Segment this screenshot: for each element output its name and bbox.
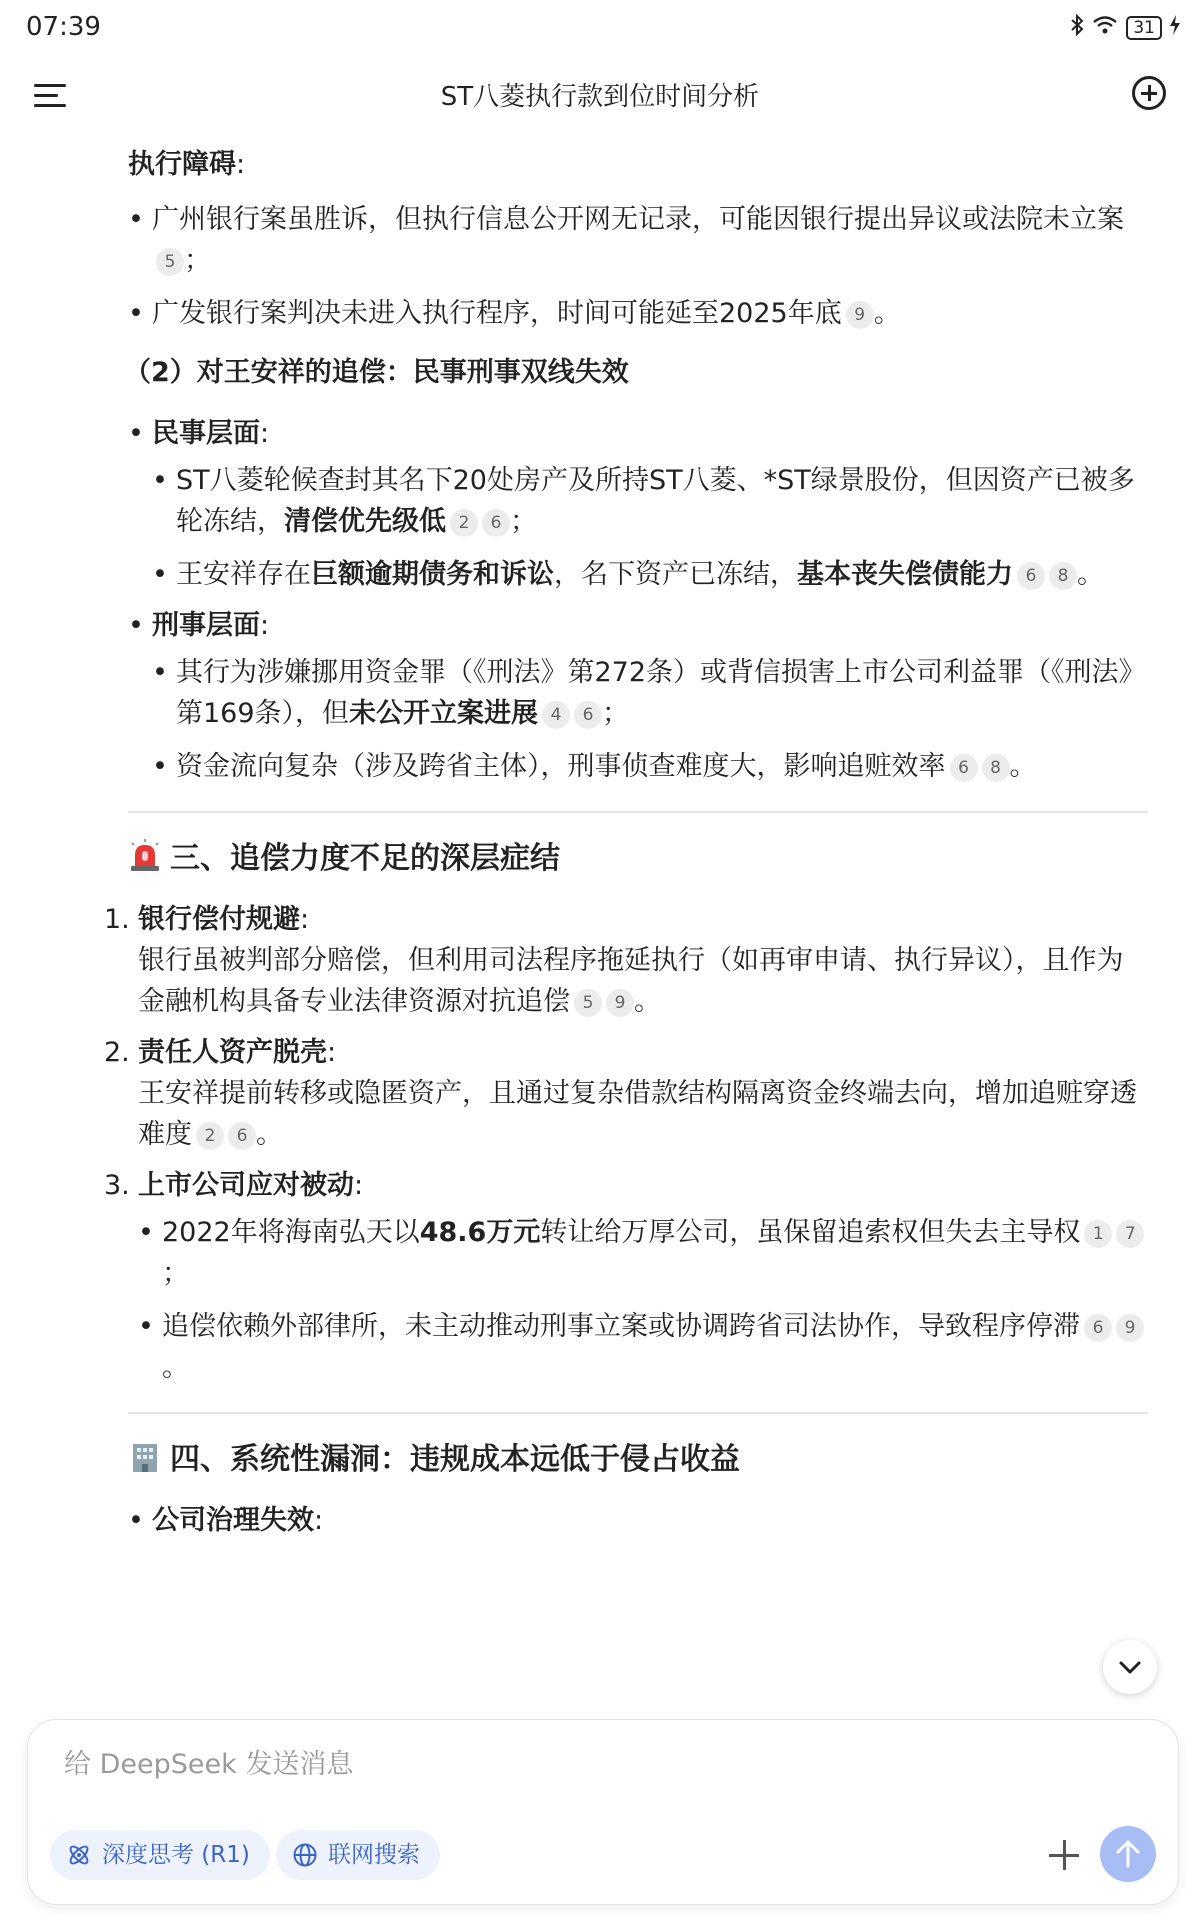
citation-badge[interactable]: 6 (228, 1122, 256, 1150)
citation-badge[interactable]: 9 (1116, 1314, 1144, 1342)
atom-icon (66, 1842, 92, 1868)
status-time: 07:39 (26, 12, 101, 42)
citation-badge[interactable]: 6 (1017, 562, 1045, 590)
list-item: 3. 上市公司应对被动: • 2022年将海南弘天以48.6万元转让给万厚公司，虽保留追索权但失去主导权 1 7； • 追偿依赖外部律所，未主动推动刑事立案或协调跨省司法协作，导致程序停滞 6 9。 (104, 1165, 1148, 1388)
list-item: 2. 责任人资产脱壳: 王安祥提前转移或隐匿资产，且通过复杂借款结构隔离资金终端去向，增加追赃穿透难度 2 6 。 (104, 1037, 1137, 1150)
new-chat-icon[interactable] (1132, 76, 1166, 110)
list-item: • 广州银行案虽胜诉，但执行信息公开网无记录，可能因银行提出异议或法院未立案5 ； (128, 199, 1148, 281)
web-search-button[interactable] (276, 1830, 440, 1880)
message-composer (28, 1720, 1178, 1904)
message-content (104, 134, 1148, 1541)
citation-badge[interactable]: 2 (450, 509, 478, 537)
civil-criminal-list (128, 413, 1148, 787)
charging-icon (1170, 15, 1180, 41)
globe-icon (292, 1842, 318, 1868)
divider (128, 811, 1148, 813)
citation-badge[interactable]: 1 (1084, 1220, 1112, 1248)
list-item: • 刑事层面: (128, 605, 1148, 646)
citation-badge[interactable]: 8 (982, 754, 1010, 782)
list-item: • 民事层面: (128, 413, 1148, 454)
section-title: 三、追偿力度不足的深层症结 (128, 837, 1148, 881)
list-item: • 公司治理失效: (128, 1500, 1148, 1541)
sub-section-title: （2）对王安祥的追偿：民事刑事双线失效 (124, 357, 629, 388)
exec-obstacle-list (128, 199, 1148, 334)
office-building-icon (128, 1440, 162, 1474)
siren-icon (128, 839, 162, 873)
citation-badge[interactable]: 5 (156, 248, 184, 276)
chevron-down-icon (1118, 1656, 1142, 1678)
citation-badge[interactable]: 9 (846, 301, 874, 329)
citation-badge[interactable]: 6 (482, 509, 510, 537)
divider (128, 1412, 1148, 1414)
sec4-list (128, 1500, 1148, 1541)
web-search-label: 联网搜索 (328, 1842, 420, 1868)
list-item: 1. 银行偿付规避: 银行虽被判部分赔偿，但利用司法程序拖延执行（如再审申请、执行异议），且作为金融机构具备专业法律资源对抗追偿 5 9 。 (104, 904, 1124, 1017)
citation-badge[interactable]: 6 (950, 754, 978, 782)
citation-badge[interactable]: 6 (1084, 1314, 1112, 1342)
scroll-to-bottom-button[interactable] (1103, 1640, 1157, 1694)
citation-badge[interactable]: 7 (1116, 1220, 1144, 1248)
page-title: ST八菱执行款到位时间分析 (440, 82, 760, 112)
send-button[interactable] (1100, 1826, 1156, 1882)
citation-badge[interactable]: 5 (574, 989, 602, 1017)
arrow-up-icon (1114, 1839, 1142, 1869)
top-bar (0, 56, 1200, 132)
bluetooth-icon (1070, 14, 1084, 42)
list-item: • 2022年将海南弘天以48.6万元转让给万厚公司，虽保留追索权但失去主导权 1 7； (114, 1212, 1148, 1294)
status-bar (0, 0, 1200, 56)
list-item: • 王安祥存在巨额逾期债务和诉讼，名下资产已冻结，基本丧失偿债能力 6 8 。 (128, 554, 1148, 595)
sec3-sublist (114, 1212, 1148, 1388)
list-item: • ST八菱轮候查封其名下20处房产及所持ST八菱、*ST绿景股份，但因资产已被多轮冻结，清偿优先级低 2 6 ； (128, 460, 1148, 542)
deep-think-label: 深度思考 (R1) (102, 1842, 250, 1868)
citation-badge[interactable]: 9 (606, 989, 634, 1017)
list-item: • 广发银行案判决未进入执行程序，时间可能延至2025年底 9 。 (128, 293, 1148, 334)
list-item: • 追偿依赖外部律所，未主动推动刑事立案或协调跨省司法协作，导致程序停滞 6 9。 (114, 1306, 1148, 1388)
attach-plus-icon[interactable] (1042, 1832, 1086, 1876)
wifi-icon (1092, 15, 1118, 41)
citation-badge[interactable]: 6 (574, 701, 602, 729)
exec-obstacle-heading: 执行障碍: (128, 149, 246, 180)
list-item: • 其行为涉嫌挪用资金罪（《刑法》第272条）或背信损害上市公司利益罪（《刑法》第169条），但未公开立案进展 4 6 ； (128, 652, 1148, 734)
message-input[interactable] (62, 1748, 966, 1781)
battery-icon: 31 (1126, 16, 1162, 40)
sec3-list (104, 899, 1148, 1388)
citation-badge[interactable]: 2 (196, 1122, 224, 1150)
citation-badge[interactable]: 8 (1049, 562, 1077, 590)
section-title: 四、系统性漏洞：违规成本远低于侵占收益 (128, 1438, 1148, 1482)
citation-badge[interactable]: 4 (542, 701, 570, 729)
status-icons (1070, 14, 1180, 42)
list-item: • 资金流向复杂（涉及跨省主体），刑事侦查难度大，影响追赃效率 6 8 。 (128, 746, 1148, 787)
deep-think-button[interactable] (50, 1830, 270, 1880)
